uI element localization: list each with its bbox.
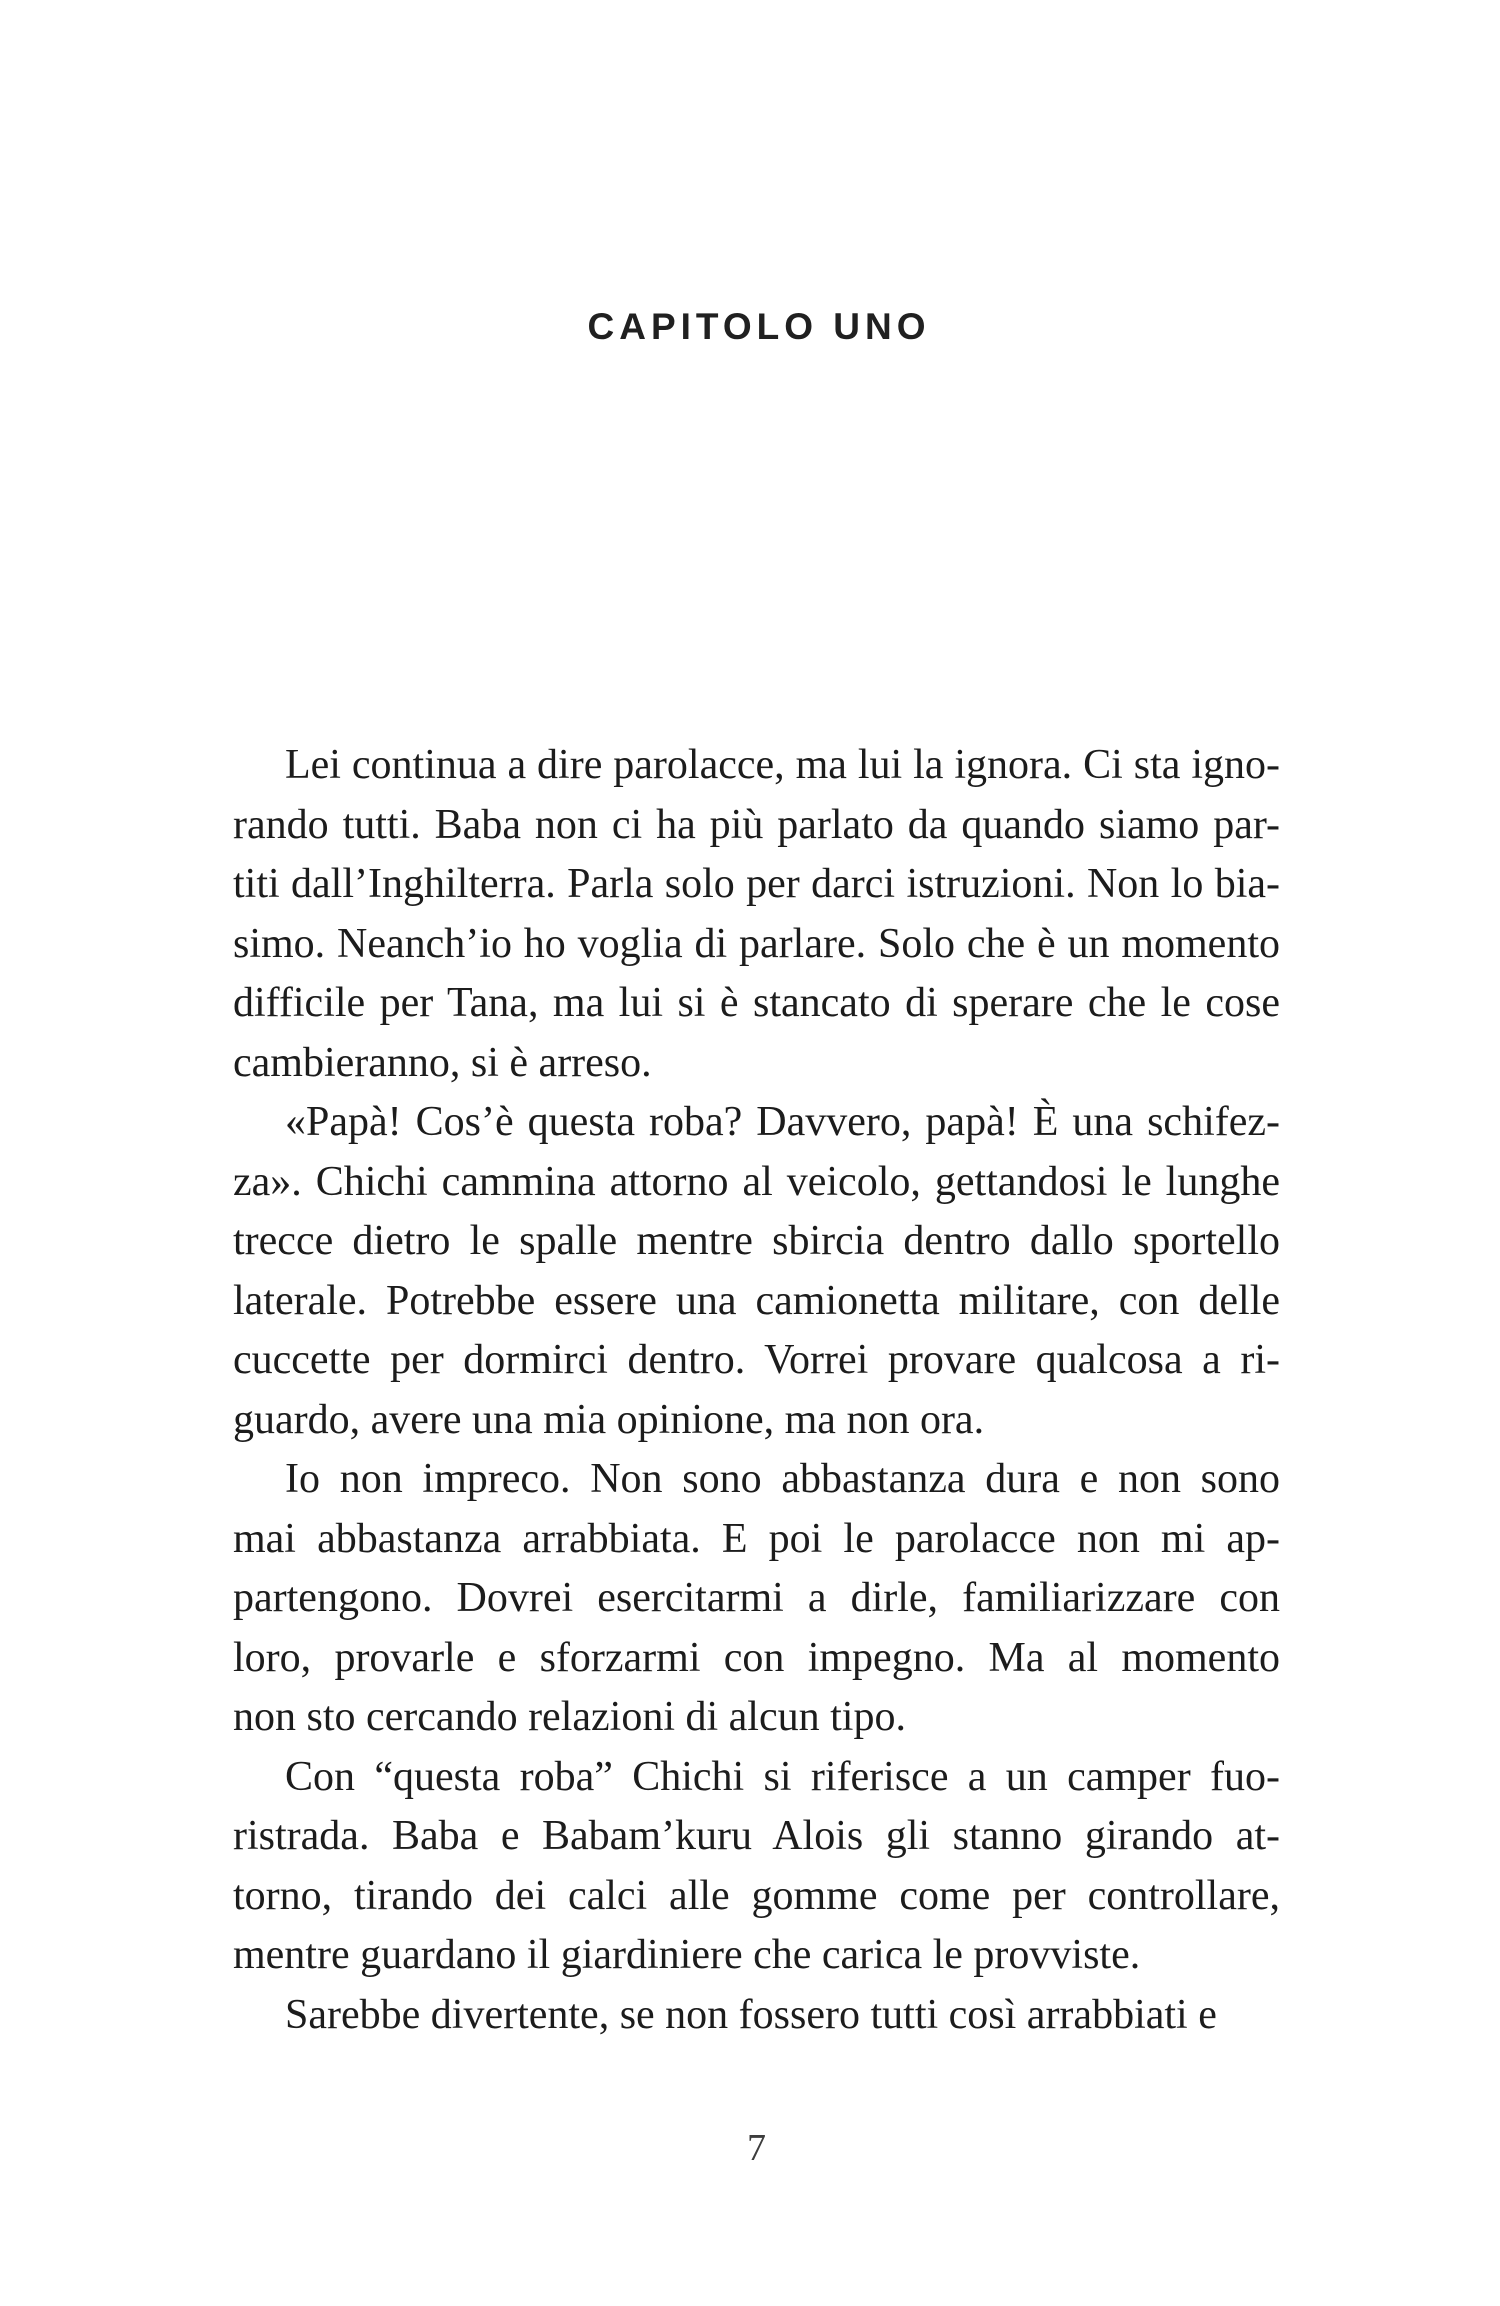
paragraph	[233, 1450, 1280, 1748]
text-line: non sto cercando relazioni di alcun tipo.	[233, 1694, 906, 1740]
text-line: cuccette per dormirci dentro. Vorrei provare qualcosa a ri-	[233, 1337, 1280, 1383]
text-line: partengono. Dovrei esercitarmi a dirle, familiarizzare con	[233, 1575, 1280, 1621]
paragraph	[233, 1093, 1280, 1450]
text-line: za». Chichi cammina attorno al veicolo, gettandosi le lunghe	[233, 1158, 1280, 1205]
text-line: mentre guardano il giardiniere che carica le provviste.	[233, 1932, 1141, 1978]
chapter-title: CAPITOLO UNO	[587, 306, 931, 347]
text-line: trecce dietro le spalle mentre sbircia dentro dallo sportello	[233, 1218, 1280, 1264]
text-line: guardo, avere una mia opinione, ma non ora.	[233, 1396, 985, 1443]
text-line: simo. Neanch’io ho voglia di parlare. Solo che è un momento	[233, 920, 1280, 967]
text-line: torno, tirando dei calci alle gomme come per controllare,	[233, 1872, 1280, 1919]
text-line: Sarebbe divertente, se non fossero tutti così arrabbiati e	[285, 1991, 1217, 2038]
text-line: ristrada. Baba e Babam’kuru Alois gli stanno girando at-	[233, 1813, 1280, 1859]
text-line: mai abbastanza arrabbiata. E poi le parolacce non mi ap-	[233, 1515, 1280, 1562]
text-line: Io non impreco. Non sono abbastanza dura e non sono	[285, 1456, 1280, 1502]
text-line: «Papà! Cos’è questa roba? Davvero, papà! È una schifez-	[285, 1099, 1280, 1145]
text-line: difficile per Tana, ma lui si è stancato di sperare che le cose	[233, 980, 1280, 1026]
text-line: loro, provarle e sforzarmi con impegno. Ma al momento	[233, 1634, 1280, 1681]
text-line: Con “questa roba” Chichi si riferisce a un camper fuo-	[285, 1753, 1280, 1800]
text-line: cambieranno, si è arreso.	[233, 1039, 652, 1086]
text-line: Lei continua a dire parolacce, ma lui la ignora. Ci sta igno-	[285, 742, 1280, 788]
text-line: titi dall’Inghilterra. Parla solo per darci istruzioni. Non lo bia-	[233, 861, 1280, 907]
text-line: rando tutti. Baba non ci ha più parlato da quando siamo par-	[233, 801, 1280, 848]
paragraph	[233, 1748, 1280, 1986]
paragraph	[233, 736, 1280, 1093]
paragraph	[233, 1986, 1280, 2046]
text-line: laterale. Potrebbe essere una camionetta militare, con delle	[233, 1277, 1280, 1324]
body-text-column	[233, 736, 1280, 2045]
page-number: 7	[747, 2127, 766, 2169]
